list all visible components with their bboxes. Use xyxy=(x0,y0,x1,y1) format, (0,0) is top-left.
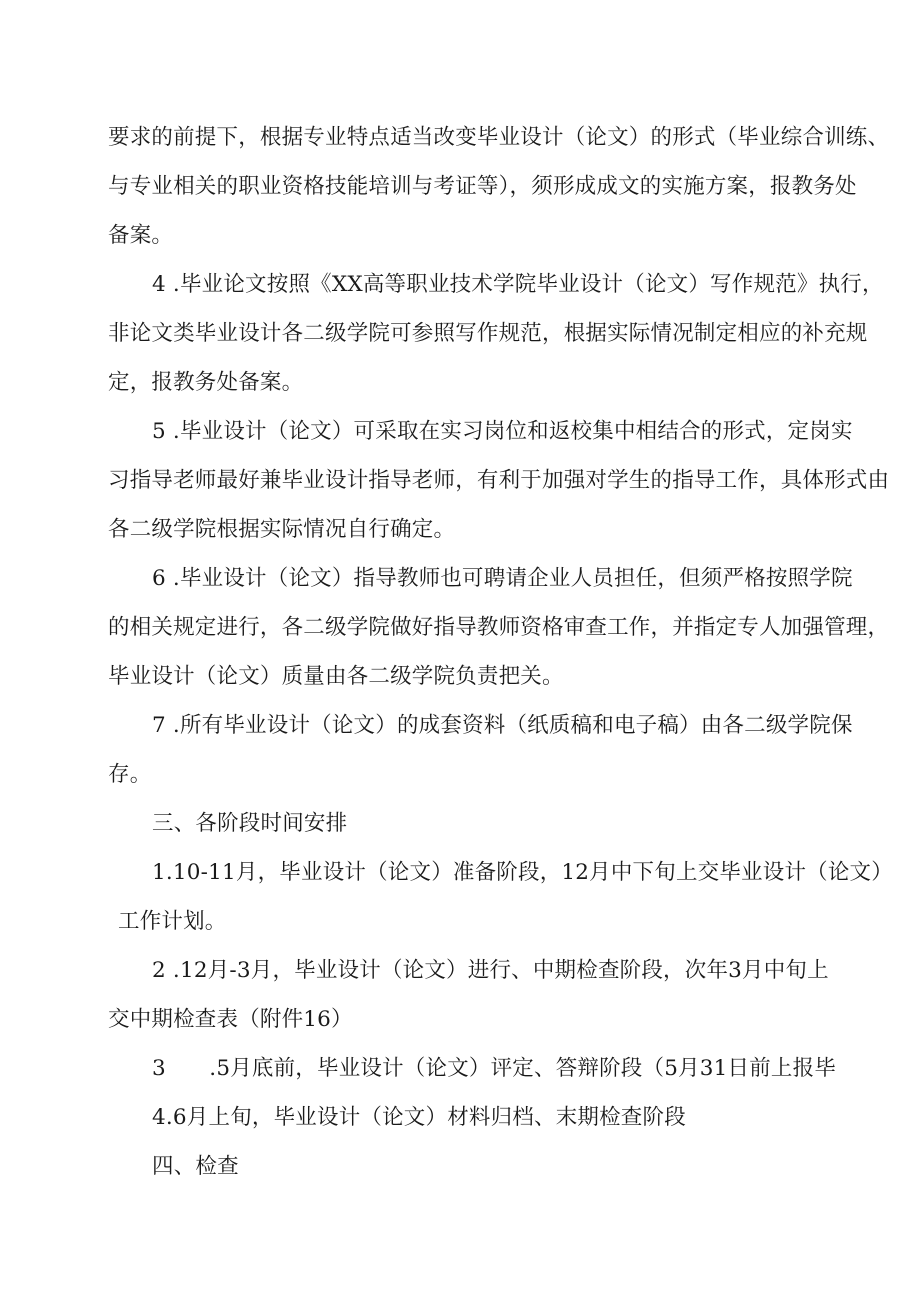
list-item-4: 4 .毕业论文按照《XX高等职业技术学院毕业设计（论文）写作规范》执行， xyxy=(152,272,884,297)
section-heading-inspection: 四、检查 xyxy=(152,1154,239,1179)
text-line: 要求的前提下，根据专业特点适当改变毕业设计（论文）的形式（毕业综合训练、 xyxy=(108,125,890,150)
text-line: 的相关规定进行，各二级学院做好指导教师资格审查工作，并指定专人加强管理， xyxy=(108,615,890,640)
text-line: 存。 xyxy=(108,762,152,787)
text-line: 工作计划。 xyxy=(118,909,227,934)
schedule-item-3: 3 .5月底前，毕业设计（论文）评定、答辩阶段（5月31日前上报毕 xyxy=(152,1056,837,1081)
text-line: 定，报教务处备案。 xyxy=(108,370,304,395)
schedule-item-2: 2 .12月-3月，毕业设计（论文）进行、中期检查阶段，次年3月中旬上 xyxy=(152,958,829,983)
text-line: 习指导老师最好兼毕业设计指导老师，有利于加强对学生的指导工作，具体形式由 xyxy=(108,468,890,493)
schedule-item-1: 1.10-11月，毕业设计（论文）准备阶段，12月中下旬上交毕业设计（论文） xyxy=(152,860,893,885)
text-line: 与专业相关的职业资格技能培训与考证等），须形成成文的实施方案，报教务处 xyxy=(108,174,857,199)
list-item-7: 7 .所有毕业设计（论文）的成套资料（纸质稿和电子稿）由各二级学院保 xyxy=(152,713,853,738)
schedule-item-4: 4.6月上旬，毕业设计（论文）材料归档、末期检查阶段 xyxy=(152,1105,686,1130)
list-item-5: 5 .毕业设计（论文）可采取在实习岗位和返校集中相结合的形式，定岗实 xyxy=(152,419,853,444)
list-item-6: 6 .毕业设计（论文）指导教师也可聘请企业人员担任，但须严格按照学院 xyxy=(152,566,853,591)
text-line: 非论文类毕业设计各二级学院可参照写作规范，根据实际情况制定相应的补充规 xyxy=(108,321,868,346)
text-line: 交中期检查表（附件16） xyxy=(108,1007,353,1032)
section-heading-schedule: 三、各阶段时间安排 xyxy=(152,811,348,836)
text-line: 毕业设计（论文）质量由各二级学院负责把关。 xyxy=(108,664,564,689)
text-line: 备案。 xyxy=(108,223,174,248)
text-line: 各二级学院根据实际情况自行确定。 xyxy=(108,517,456,542)
